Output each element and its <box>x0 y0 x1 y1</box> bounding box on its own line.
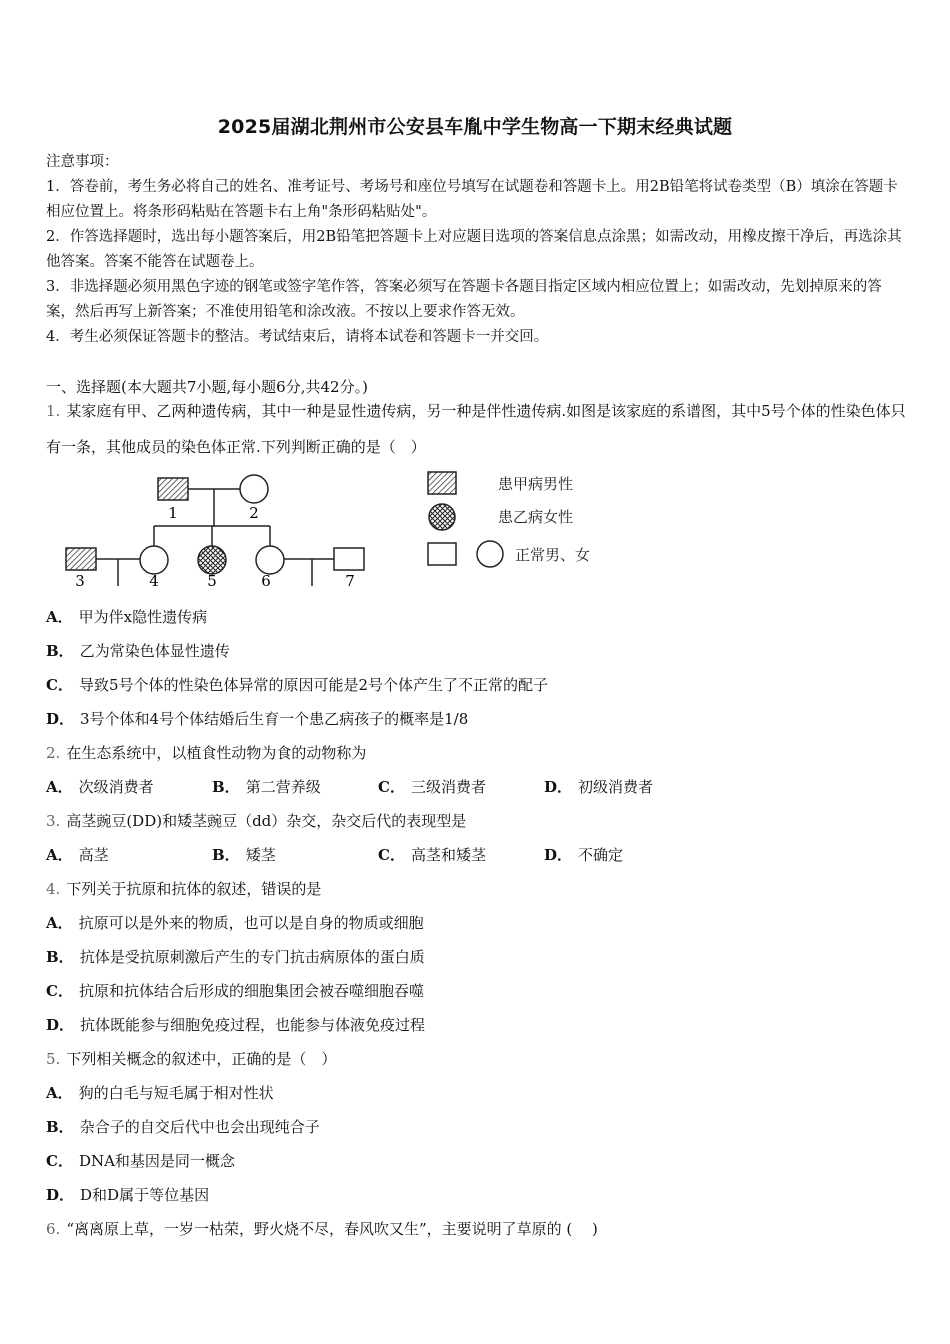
option-text: 矮茎 <box>245 846 276 864</box>
legend-affected-male-icon <box>428 472 456 494</box>
pedigree-chart <box>58 468 378 588</box>
question-1-option-c <box>46 674 548 695</box>
option-text: D和D属于等位基因 <box>80 1186 210 1204</box>
individual-4-female <box>140 546 168 574</box>
option-text: 不确定 <box>578 846 624 864</box>
question-3-stem <box>46 810 466 831</box>
option-text: 三级消费者 <box>410 778 486 796</box>
question-1-option-a <box>46 606 207 627</box>
legend-label-2: 患乙病女性 <box>498 508 574 526</box>
label-1: 1 <box>168 504 178 522</box>
option <box>378 844 544 865</box>
notice-heading: 注意事项： <box>46 154 119 170</box>
individual-5-affected-female <box>198 546 226 574</box>
question-text: “离离原上草，一岁一枯荣，野火烧不尽，春风吹又生”，主要说明了草原的 ( ) <box>66 1220 598 1238</box>
option <box>544 844 710 865</box>
option-key: C． <box>46 982 73 1000</box>
option <box>212 776 378 797</box>
option-text: 3号个体和4号个体结婚后生育一个患乙病孩子的概率是1/8 <box>80 710 469 728</box>
notice-item: 3．非选择题必须用黑色字迹的钢笔或签字笔作答，答案必须写在答题卡各题目指定区域内相应位置上；如需改动，先划掉原来的答案，然后再写上新答案；不准使用铅笔和涂改液。不按以上要求作答无效。 <box>46 279 882 320</box>
label-7: 7 <box>345 572 355 588</box>
notice-block <box>46 150 908 350</box>
question-1-option-b <box>46 640 230 661</box>
question-text: 某家庭有甲、乙两种遗传病，其中一种是显性遗传病，另一种是伴性遗传病.如图是该家庭的系谱图，其中5号个体的性染色体只有一条，其他成员的染色体正常.下列判断正确的是（ ） <box>46 402 906 456</box>
option-key: D． <box>46 710 75 728</box>
question-5-option-b <box>46 1116 320 1137</box>
individual-2-female <box>240 475 268 503</box>
option-text: 杂合子的自交后代中也会出现纯合子 <box>79 1118 320 1136</box>
question-4-option-d <box>46 1014 425 1035</box>
option-key: A． <box>46 1084 73 1102</box>
legend-label-1: 患甲病男性 <box>498 475 574 493</box>
question-number: 3. <box>46 812 61 830</box>
option-key: B． <box>46 948 74 966</box>
option-key: D． <box>544 846 573 864</box>
question-text: 高茎豌豆(DD)和矮茎豌豆（dd）杂交，杂交后代的表现型是 <box>66 812 467 830</box>
question-text: 下列关于抗原和抗体的叙述，错误的是 <box>66 880 322 898</box>
option-key: A． <box>46 778 73 796</box>
option-text: 初级消费者 <box>578 778 654 796</box>
question-4-stem <box>46 878 321 899</box>
option-key: B． <box>212 778 240 796</box>
question-1-stem <box>46 393 910 465</box>
legend-normal-male-icon <box>428 543 456 565</box>
question-number: 5. <box>46 1050 61 1068</box>
option <box>378 776 544 797</box>
option-key: A． <box>46 914 73 932</box>
label-5: 5 <box>207 572 217 588</box>
option-key: C． <box>46 676 73 694</box>
individual-7-male <box>334 548 364 570</box>
option-text: 甲为伴x隐性遗传病 <box>78 608 208 626</box>
individual-1-affected-male <box>158 478 188 500</box>
question-1-option-d <box>46 708 468 729</box>
legend-affected-female-icon <box>429 504 455 530</box>
option-text: 抗体是受抗原刺激后产生的专门抗击病原体的蛋白质 <box>79 948 425 966</box>
question-5-option-a <box>46 1082 274 1103</box>
option-text: 高茎和矮茎 <box>410 846 486 864</box>
label-3: 3 <box>75 572 85 588</box>
question-number: 6. <box>46 1220 61 1238</box>
option-key: B． <box>212 846 240 864</box>
pedigree-legend <box>420 466 640 576</box>
legend-label-3: 正常男、女 <box>515 546 591 564</box>
notice-item: 2．作答选择题时，选出每小题答案后，用2B铅笔把答题卡上对应题目选项的答案信息点涂黑；如需改动，用橡皮擦干净后，再选涂其他答案。答案不能答在试题卷上。 <box>46 229 902 270</box>
option <box>212 844 378 865</box>
option-text: 抗原和抗体结合后形成的细胞集团会被吞噬细胞吞噬 <box>78 982 424 1000</box>
option-key: C． <box>378 846 405 864</box>
page-title: 2025届湖北荆州市公安县车胤中学生物高一下期末经典试题 <box>217 116 733 138</box>
question-6-stem <box>46 1218 598 1239</box>
question-5-option-c <box>46 1150 235 1171</box>
option-text: 高茎 <box>78 846 109 864</box>
option-key: A． <box>46 846 73 864</box>
individual-6-female <box>256 546 284 574</box>
option-text: 第二营养级 <box>245 778 321 796</box>
option-key: D． <box>544 778 573 796</box>
option-text: 次级消费者 <box>78 778 154 796</box>
question-5-option-d <box>46 1184 209 1205</box>
option <box>46 844 212 865</box>
option-key: D． <box>46 1016 75 1034</box>
question-number: 1. <box>46 402 61 420</box>
question-3-options <box>46 844 710 865</box>
notice-item: 1．答卷前，考生务必将自己的姓名、准考证号、考场号和座位号填写在试题卷和答题卡上。用2B铅笔将试卷类型（B）填涂在答题卡相应位置上。将条形码粘贴在答题卡右上角"条形码粘贴处"。 <box>46 179 898 220</box>
label-4: 4 <box>149 572 159 588</box>
option-text: 导致5号个体的性染色体异常的原因可能是2号个体产生了不正常的配子 <box>78 676 549 694</box>
option-key: B． <box>46 642 74 660</box>
option-text: 狗的白毛与短毛属于相对性状 <box>78 1084 274 1102</box>
legend-normal-female-icon <box>477 541 503 567</box>
option-text: DNA和基因是同一概念 <box>78 1152 235 1170</box>
question-2-stem <box>46 742 366 763</box>
option-text: 抗原可以是外来的物质，也可以是自身的物质或细胞 <box>78 914 424 932</box>
option-key: D． <box>46 1186 75 1204</box>
question-4-option-c <box>46 980 424 1001</box>
question-number: 4. <box>46 880 61 898</box>
option-key: B． <box>46 1118 74 1136</box>
question-4-option-b <box>46 946 425 967</box>
individual-3-affected-male <box>66 548 96 570</box>
option-key: A． <box>46 608 73 626</box>
question-5-stem <box>46 1048 336 1069</box>
question-4-option-a <box>46 912 424 933</box>
option <box>544 776 710 797</box>
option-key: C． <box>378 778 405 796</box>
question-text: 在生态系统中，以植食性动物为食的动物称为 <box>66 744 367 762</box>
label-2: 2 <box>249 504 259 522</box>
section-heading: 一、选择题(本大题共7小题,每小题6分,共42分。) <box>46 378 368 396</box>
question-number: 2. <box>46 744 61 762</box>
option-key: C． <box>46 1152 73 1170</box>
option-text: 抗体既能参与细胞免疫过程，也能参与体液免疫过程 <box>80 1016 426 1034</box>
label-6: 6 <box>261 572 271 588</box>
question-text: 下列相关概念的叙述中，正确的是（ ） <box>66 1050 337 1068</box>
notice-item: 4．考生必须保证答题卡的整洁。考试结束后，请将本试卷和答题卡一并交回。 <box>46 329 549 345</box>
option <box>46 776 212 797</box>
option-text: 乙为常染色体显性遗传 <box>79 642 230 660</box>
question-2-options <box>46 776 710 797</box>
